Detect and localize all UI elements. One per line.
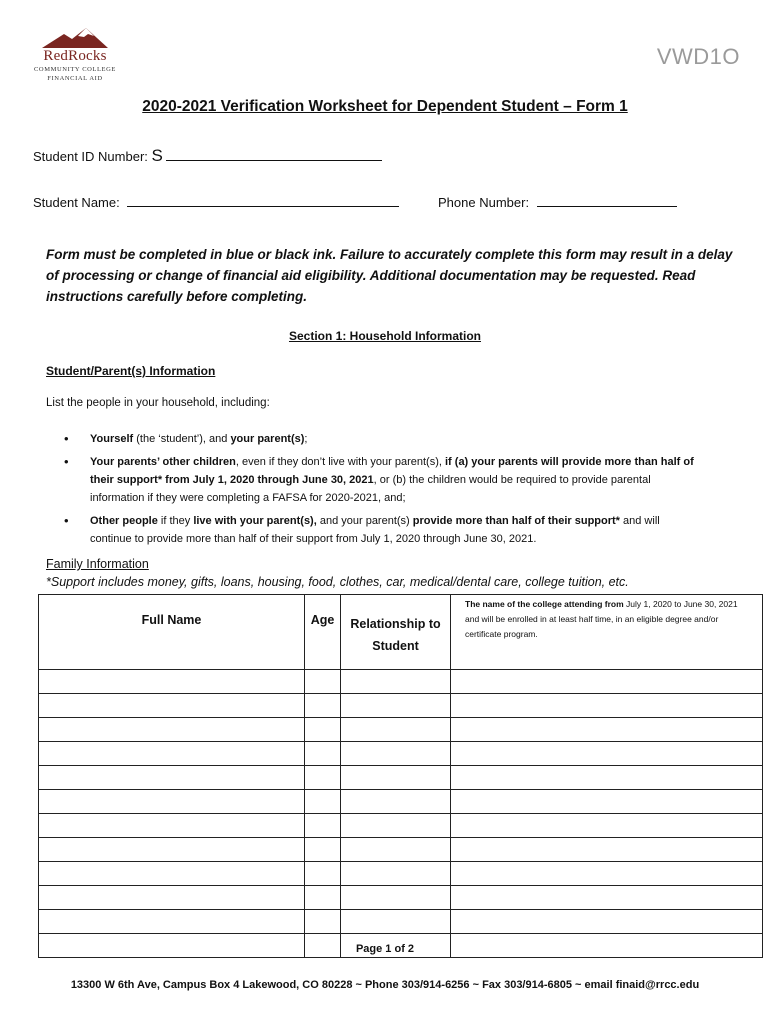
cell-full-name[interactable] xyxy=(39,670,305,694)
section-title-text: Section 1: Household Information xyxy=(288,329,481,343)
college-logo xyxy=(30,28,120,84)
form-code: VWD1O xyxy=(656,44,740,69)
list-item xyxy=(64,430,704,448)
cell-college[interactable] xyxy=(451,790,763,814)
support-note: *Support includes money, gifts, loans, housing, food, clothes, car, medical/dental care, college tuition, etc. xyxy=(46,575,629,589)
cell-relationship[interactable] xyxy=(341,718,451,742)
cell-age[interactable] xyxy=(305,910,341,934)
cell-full-name[interactable] xyxy=(39,766,305,790)
document-title xyxy=(0,98,770,116)
cell-college[interactable] xyxy=(451,718,763,742)
bullet-bold-text: Other people xyxy=(90,515,158,527)
ink-warning: Form must be completed in blue or black ink. Failure to accurately complete this form may result in a delay of processing or change of financial aid eligibility. Additional documentation may be requested. Read instructions carefully before completing. xyxy=(46,247,733,304)
col-college xyxy=(451,595,763,670)
cell-college[interactable] xyxy=(451,862,763,886)
page-number: Page 1 of 2 xyxy=(355,943,415,955)
cell-age[interactable] xyxy=(305,862,341,886)
cell-relationship[interactable] xyxy=(341,766,451,790)
logo-name: RedRocks xyxy=(43,48,107,64)
phone-label: Phone Number: xyxy=(438,195,530,210)
table-row xyxy=(39,814,763,838)
cell-age[interactable] xyxy=(305,790,341,814)
bullet-bold-text: if (a) your parents will provide more than half of their support* from July 1, 2020 through June 30, 2021 xyxy=(90,456,694,486)
cell-age[interactable] xyxy=(305,670,341,694)
cell-full-name[interactable] xyxy=(39,814,305,838)
list-item xyxy=(64,512,704,548)
household-criteria-list xyxy=(64,430,704,553)
cell-full-name[interactable] xyxy=(39,910,305,934)
cell-full-name[interactable] xyxy=(39,862,305,886)
logo-subtitle-aid: FINANCIAL AID xyxy=(47,75,103,82)
cell-relationship[interactable] xyxy=(341,862,451,886)
student-name-field[interactable] xyxy=(127,192,399,207)
table-row xyxy=(39,742,763,766)
cell-age[interactable] xyxy=(305,742,341,766)
cell-college[interactable] xyxy=(451,742,763,766)
cell-relationship[interactable] xyxy=(341,838,451,862)
cell-age[interactable] xyxy=(305,718,341,742)
student-id-row xyxy=(33,146,382,166)
list-item xyxy=(64,453,704,507)
cell-age[interactable] xyxy=(305,694,341,718)
table-row xyxy=(39,862,763,886)
mountain-icon xyxy=(42,28,108,48)
table-row xyxy=(39,670,763,694)
bullet-bold-text: Yourself xyxy=(90,433,134,445)
bullet-bold-text: live with your parent(s), xyxy=(193,515,317,527)
cell-relationship[interactable] xyxy=(341,670,451,694)
sub-heading-text: Student/Parent(s) Information xyxy=(46,364,216,378)
bullet-bold-text: your parent(s) xyxy=(230,433,305,445)
table-row xyxy=(39,718,763,742)
phone-field[interactable] xyxy=(537,192,677,207)
document-title-text: 2020-2021 Verification Worksheet for Dependent Student – Form 1 xyxy=(142,98,628,115)
bullet-text: if they xyxy=(157,515,194,527)
cell-full-name[interactable] xyxy=(39,886,305,910)
table-row xyxy=(39,910,763,934)
table-row xyxy=(39,766,763,790)
cell-relationship[interactable] xyxy=(341,886,451,910)
col-college-bold: The name of the college attending from xyxy=(465,599,624,609)
phone-row xyxy=(438,192,677,210)
col-relationship: Relationship to Student xyxy=(341,595,451,670)
bullet-text: (the ‘student’), and xyxy=(133,433,231,445)
list-intro: List the people in your household, including: xyxy=(46,397,270,409)
table-row xyxy=(39,886,763,910)
student-id-prefix: S xyxy=(151,146,163,165)
cell-college[interactable] xyxy=(451,910,763,934)
section-title xyxy=(0,329,770,343)
bullet-text: , or (b) the children would be required to provide parental information if they were completing a FAFSA for 2020-2021, and; xyxy=(90,474,651,504)
logo-subtitle-college: COMMUNITY COLLEGE xyxy=(34,66,116,73)
sub-heading xyxy=(46,364,215,378)
table-row xyxy=(39,790,763,814)
table-row xyxy=(39,838,763,862)
student-id-field[interactable] xyxy=(166,146,382,161)
family-heading-text: Family Information xyxy=(46,557,149,571)
cell-age[interactable] xyxy=(305,886,341,910)
cell-age[interactable] xyxy=(305,766,341,790)
cell-college[interactable] xyxy=(451,886,763,910)
student-name-label: Student Name: xyxy=(33,195,120,210)
col-college-rest: July 1, 2020 to June 30, 2021 and will be enrolled in at least half time, in an eligible degree and/or certificate program. xyxy=(465,599,738,639)
bullet-text: , even if they don’t live with your parent(s), xyxy=(235,456,445,468)
cell-college[interactable] xyxy=(451,766,763,790)
cell-full-name[interactable] xyxy=(39,742,305,766)
cell-full-name[interactable] xyxy=(39,718,305,742)
bullet-bold-text: Your parents’ other children xyxy=(90,456,236,468)
cell-age[interactable] xyxy=(305,838,341,862)
cell-college[interactable] xyxy=(451,694,763,718)
bullet-text: ; xyxy=(304,433,308,445)
cell-age[interactable] xyxy=(305,814,341,838)
table-header-row xyxy=(39,595,763,670)
student-id-label: Student ID Number: xyxy=(33,149,148,164)
family-heading xyxy=(46,557,149,571)
student-name-row xyxy=(33,192,399,210)
cell-full-name[interactable] xyxy=(39,790,305,814)
cell-relationship[interactable] xyxy=(341,790,451,814)
cell-relationship[interactable] xyxy=(341,694,451,718)
cell-relationship[interactable] xyxy=(341,814,451,838)
bullet-text: and your parent(s) xyxy=(316,515,413,527)
cell-full-name[interactable] xyxy=(39,694,305,718)
cell-full-name[interactable] xyxy=(39,838,305,862)
cell-relationship[interactable] xyxy=(341,742,451,766)
cell-college[interactable] xyxy=(451,670,763,694)
family-table xyxy=(38,594,763,958)
footer-contact: 13300 W 6th Ave, Campus Box 4 Lakewood, CO 80228 ~ Phone 303/914-6256 ~ Fax 303/914-6805 ~ email finaid@rrcc.edu xyxy=(70,979,700,991)
cell-relationship[interactable] xyxy=(341,910,451,934)
cell-college[interactable] xyxy=(451,838,763,862)
cell-college[interactable] xyxy=(451,814,763,838)
bullet-bold-text: provide more than half of their support* xyxy=(412,515,620,527)
col-full-name: Full Name xyxy=(39,595,305,670)
table-row xyxy=(39,694,763,718)
bullet-text: and will continue to provide more than half of their support from July 1, 2020 through June 30, 2021. xyxy=(90,515,660,545)
col-age: Age xyxy=(305,595,341,670)
